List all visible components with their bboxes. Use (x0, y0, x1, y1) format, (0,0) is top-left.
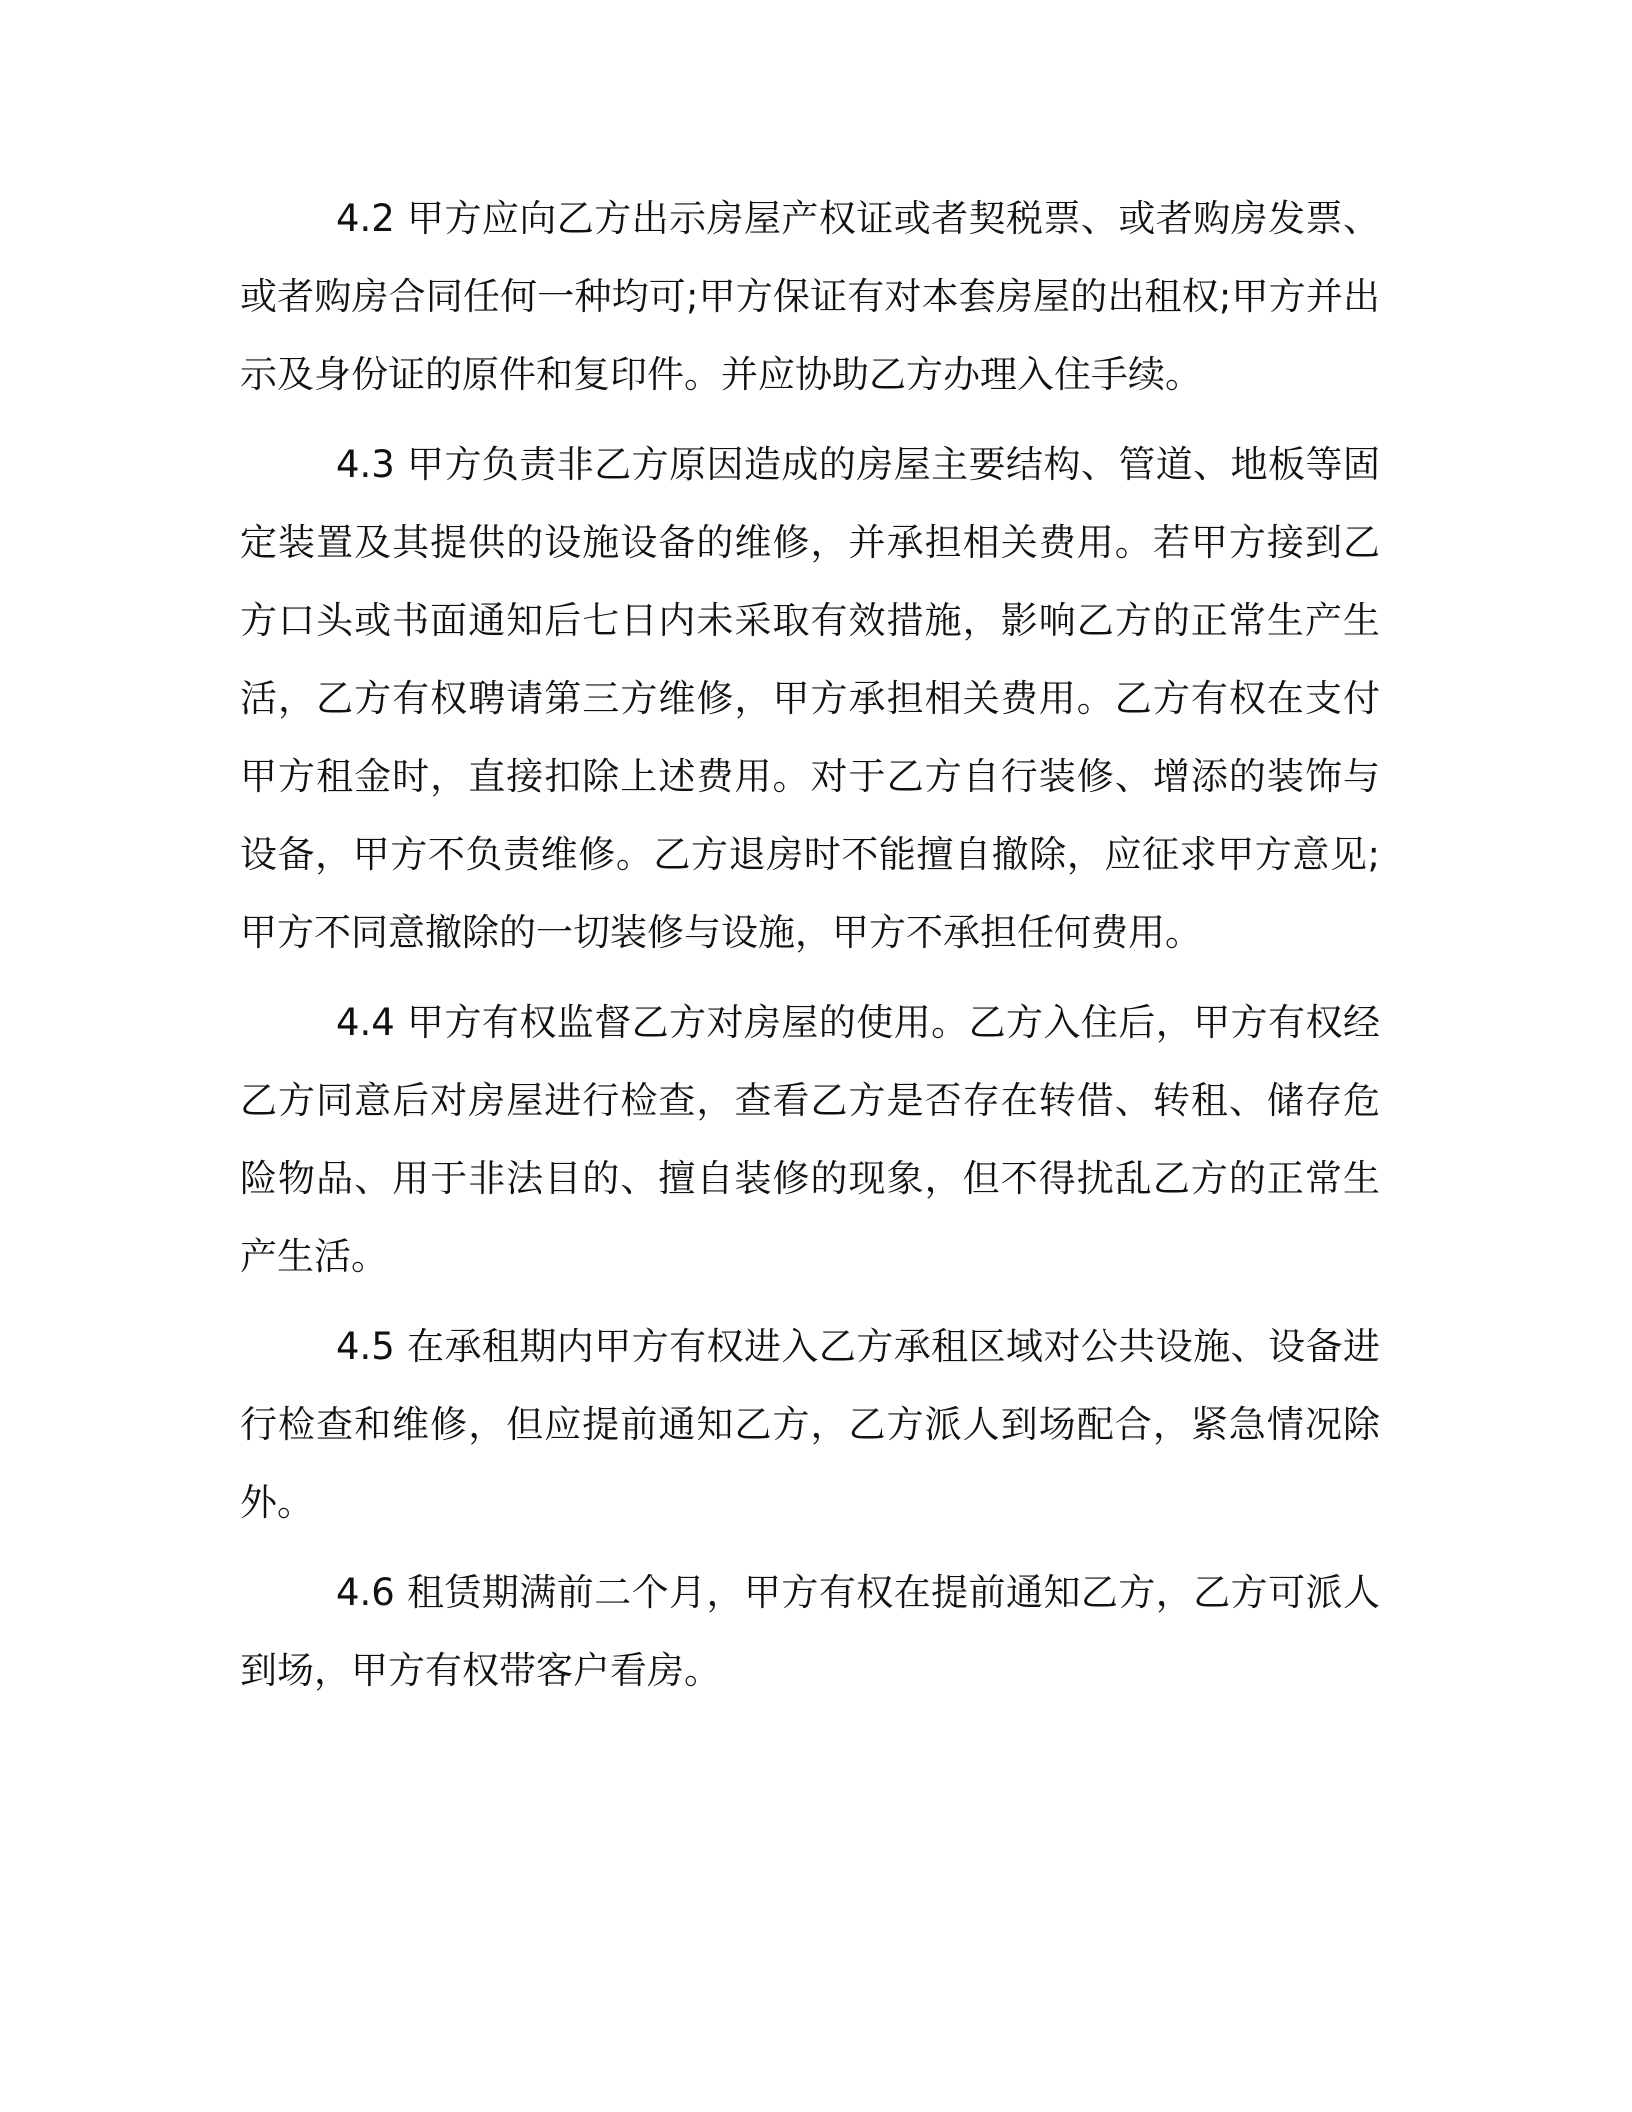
clause-4-5: 4.5 在承租期内甲方有权进入乙方承租区域对公共设施、设备进行检查和维修，但应提前通知乙方，乙方派人到场配合，紧急情况除外。 (240, 1325, 1380, 1524)
clause-4-4: 4.4 甲方有权监督乙方对房屋的使用。乙方入住后，甲方有权经乙方同意后对房屋进行检查，查看乙方是否存在转借、转租、储存危险物品、用于非法目的、擅自装修的现象，但不得扰乱乙方的正常生产生活。 (240, 1001, 1380, 1278)
clause-4-3: 4.3 甲方负责非乙方原因造成的房屋主要结构、管道、地板等固定装置及其提供的设施设备的维修，并承担相关费用。若甲方接到乙方口头或书面通知后七日内未采取有效措施，影响乙方的正常生产生活，乙方有权聘请第三方维修，甲方承担相关费用。乙方有权在支付甲方租金时，直接扣除上述费用。对于乙方自行装修、增添的装饰与设备，甲方不负责维修。乙方退房时不能擅自撤除，应征求甲方意见;甲方不同意撤除的一切装修与设施，甲方不承担任何费用。 (240, 443, 1380, 954)
document-body (240, 180, 1380, 1722)
clause-4-2: 4.2 甲方应向乙方出示房屋产权证或者契税票、或者购房发票、或者购房合同任何一种均可;甲方保证有对本套房屋的出租权;甲方并出示及身份证的原件和复印件。并应协助乙方办理入住手续。 (240, 197, 1380, 396)
clause-4-6: 4.6 租赁期满前二个月，甲方有权在提前通知乙方，乙方可派人到场，甲方有权带客户看房。 (240, 1571, 1380, 1692)
